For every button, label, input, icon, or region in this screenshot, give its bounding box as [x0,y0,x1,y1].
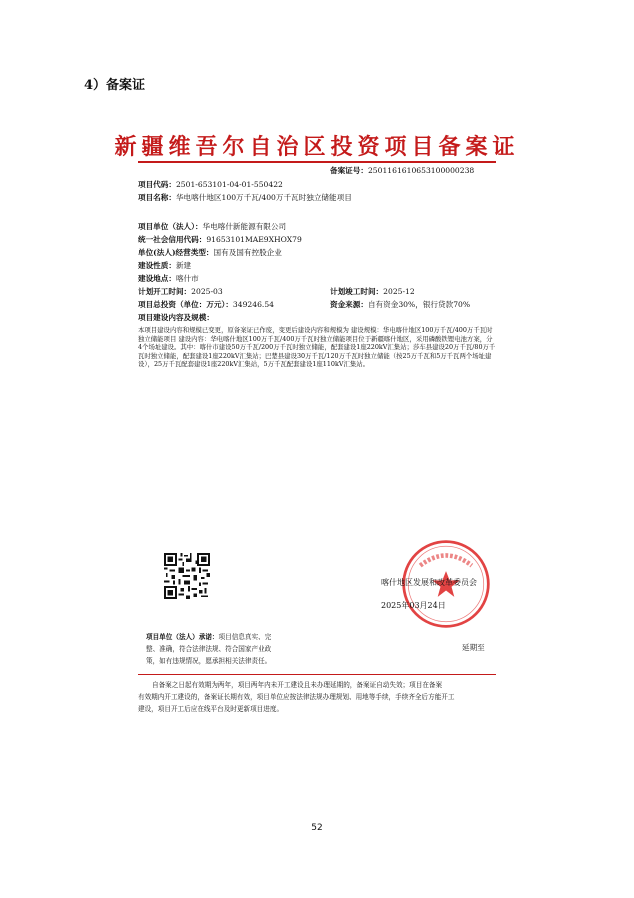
legal-entity-value: 华电喀什新能源有限公司 [202,222,287,231]
nature-row [138,261,191,271]
commitment-block [146,631,271,667]
page-number: 52 [311,823,323,833]
certificate-title: 新疆维吾尔自治区投资项目备案证 [114,134,520,160]
funding-label: 资金来源： [330,300,368,309]
investment-row [138,300,274,310]
footer-note-line-3: 建设，项目开工后应在线平台及时更新项目进度。 [138,705,284,713]
funding-row [330,300,470,310]
section-heading: 4）备案证 [84,78,146,93]
project-name-row [138,193,352,203]
title-divider [138,161,496,163]
footer-note-line-2: 有效期内开工建设的，备案证长期有效，项目单位应按法律法规办理规划、用地等手续，手续齐全后方能开工 [138,693,455,701]
location-value: 喀什市 [175,274,199,283]
extension-label: 延期至 [462,643,485,652]
end-label: 计划竣工时间： [330,287,384,296]
commitment-text-3: 策，如有违规情况，愿承担相关法律责任。 [146,657,272,665]
funding-value: 自有资金30%，银行贷款70% [367,300,471,309]
issuer-name: 喀什地区发展和改革委员会 [381,578,477,587]
legal-entity-label: 项目单位（法人）： [138,222,203,231]
scope-label: 项目建设内容及规模： [138,313,214,322]
credit-code-row [138,235,302,245]
footer-note [138,679,496,715]
cert-number-label: 备案证号： [330,166,368,175]
credit-code-value: 91653101MAE9XHOX79 [206,235,302,244]
entity-type-value: 国有及国有控股企业 [213,248,282,257]
project-code-label: 项目代码： [138,180,176,189]
entity-type-row [138,248,282,258]
end-row [330,287,415,297]
project-name-value: 华电喀什地区100万千瓦/400万千瓦时独立储能项目 [175,193,352,202]
footer-divider [138,674,496,675]
investment-label: 项目总投资（单位：万元）： [138,300,233,309]
legal-entity-row [138,222,286,232]
cert-number-value: 2501161610653100000238 [367,166,475,175]
commitment-label: 项目单位（法人）承诺： [146,633,219,641]
credit-code-label: 统一社会信用代码： [138,235,207,244]
end-value: 2025-12 [383,287,415,296]
nature-value: 新建 [175,261,192,270]
qr-code-icon [164,553,210,599]
cert-number-row [330,166,474,176]
start-label: 计划开工时间： [138,287,192,296]
location-row [138,274,199,284]
nature-label: 建设性质： [138,261,176,270]
entity-type-label: 单位(法人)经营类型： [138,248,214,257]
investment-value: 349246.54 [232,300,274,309]
project-code-row [138,180,283,190]
scope-text: 本项目建设内容和规模已变更，原备案证已作废，变更后建设内容和规模为 建设规模：华电喀什地区100万千瓦/400万千瓦时独立储能项目 建设内容：华电喀什地区100万千瓦/400万千瓦时独立储能项目位于新疆喀什地区，采用磷酸铁锂电池方案，分4个场址建设。其中：喀什市建设50万千瓦/200万千瓦时独立储能，配套建设1座220kV汇集站；莎车县建设20万千瓦/80万千瓦时独立储能，配套建设1座220kV汇集站；巴楚县建设30万千瓦/120万千瓦时独立储能（按25万千瓦和5万千瓦两个场址建设），25万千瓦配套建设1座220kV汇集站，5万千瓦配套建设1座110kV汇集站。 [138,326,496,369]
start-value: 2025-03 [191,287,223,296]
project-name-label: 项目名称： [138,193,176,202]
start-row [138,287,223,297]
issue-date: 2025年03月24日 [381,601,446,610]
footer-note-line-1: 自备案之日起有效期为两年，项目两年内未开工建设且未办理延期的，备案证自动失效；项目在备案 [152,681,443,689]
location-label: 建设地点： [138,274,176,283]
commitment-text-1: 项目信息真实、完 [218,633,272,641]
project-code-value: 2501-653101-04-01-550422 [175,180,283,189]
commitment-text-2: 整、准确，符合法律法规、符合国家产业政 [146,645,272,653]
